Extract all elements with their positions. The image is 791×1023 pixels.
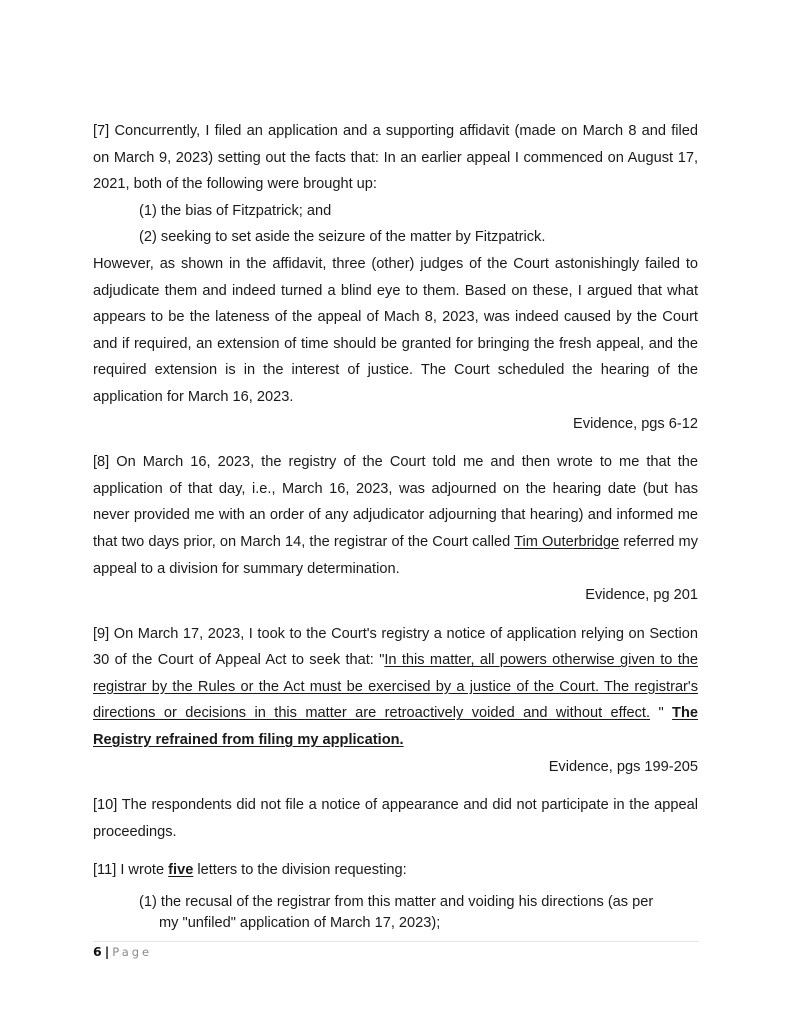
document-page <box>93 118 698 933</box>
paragraph-10: [10] The respondents did not file a notice of appearance and did not participate in the appeal proceedings. <box>93 797 698 840</box>
paragraph-11-item-1-line-1: (1) the recusal of the registrar from this matter and voiding his directions (as per <box>139 894 654 911</box>
paragraph-8-evidence-ref: Evidence, pg 201 <box>585 587 698 604</box>
paragraph-11-text-after: letters to the division requesting: <box>193 862 407 879</box>
paragraph-7-evidence-ref: Evidence, pgs 6-12 <box>573 415 698 432</box>
footer-divider <box>93 941 699 942</box>
paragraph-9-text-before: [9] On March 17, 2023, I took to the Court's registry a notice of application relying on Section 30 of the Court of Appeal Act to seek that: " <box>93 625 698 669</box>
page-label: Page <box>112 945 153 959</box>
footer-separator: | <box>104 944 110 959</box>
paragraph-8-text-after: referred my appeal to a division for summary determination. <box>93 533 698 577</box>
paragraph-11-item-1 <box>93 892 698 933</box>
registrar-name-underlined: Tim Outerbridge <box>514 533 620 550</box>
paragraph-7-item-1: (1) the bias of Fitzpatrick; and <box>139 202 332 219</box>
paragraph-9-quote-close: " <box>650 705 673 722</box>
paragraph-11-bold-count: five <box>168 862 194 879</box>
paragraph-11 <box>93 857 698 884</box>
paragraph-7-intro: [7] Concurrently, I filed an application and a supporting affidavit (made on March 8 and filed on March 9, 2023) setting out the facts that: In an earlier appeal I commenced on August 17, 2021, both of the following were brought up: <box>93 123 698 193</box>
paragraph-8-text-before: [8] On March 16, 2023, the registry of the Court told me and then wrote to me that the application of that day, i.e., March 16, 2023, was adjourned on the hearing date (but has never provided me with an order of any adjudicator adjourning that hearing) and informed me that two days prior, on March 14, the registrar of the Court called <box>93 454 698 550</box>
paragraph-9-bold-statement: The Registry refrained from filing my application. <box>93 705 698 749</box>
paragraph-9-evidence-ref: Evidence, pgs 199-205 <box>548 758 698 775</box>
page-footer <box>93 944 152 960</box>
paragraph-11-text-before: [11] I wrote <box>93 862 169 879</box>
paragraph-9-underlined-quote: In this matter, all powers otherwise given to the registrar by the Rules or the Act must be exercised by a justice of the Court. The registrar's directions or decisions in this matter are retroactively voided and without effect. <box>93 652 698 722</box>
paragraph-11-item-1-line-2: my "unfiled" application of March 17, 2023); <box>159 914 441 931</box>
page-number: 6 <box>93 944 102 959</box>
paragraph-7-body: However, as shown in the affidavit, three (other) judges of the Court astonishingly failed to adjudicate them and indeed turned a blind eye to them. Based on these, I argued that what appears to be the lateness of the appeal of Mach 8, 2023, was indeed caused by the Court and if required, an extension of time should be granted for bringing the fresh appeal, and the required extension is in the interest of justice. The Court scheduled the hearing of the application for March 16, 2023. <box>93 255 698 405</box>
paragraph-7-item-2: (2) seeking to set aside the seizure of the matter by Fitzpatrick. <box>139 229 546 246</box>
paragraph-8 <box>93 449 698 582</box>
paragraph-9 <box>93 621 698 754</box>
